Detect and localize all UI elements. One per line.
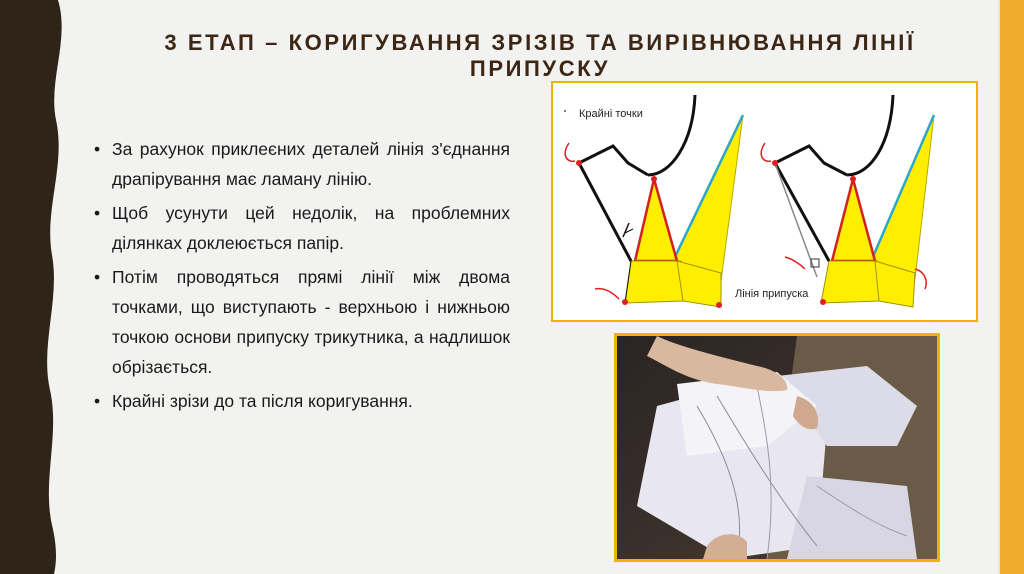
point-dot xyxy=(576,160,582,166)
base-piece-left xyxy=(821,261,879,303)
center-triangle-shape xyxy=(832,179,875,261)
arrow-curve xyxy=(565,143,575,161)
photo-illustration xyxy=(617,336,937,559)
bullet-item xyxy=(94,134,510,194)
left-decorative-band xyxy=(0,0,80,574)
point-dot xyxy=(716,302,722,308)
right-accent-strip xyxy=(1000,0,1024,574)
arrow-curve xyxy=(785,257,805,269)
neck-curve xyxy=(847,95,893,175)
arrow-curve xyxy=(915,269,926,289)
label-extreme-points: Крайні точки xyxy=(579,108,643,120)
point-dot xyxy=(820,299,826,305)
arrow-curve xyxy=(761,143,771,161)
diagram-after xyxy=(735,95,934,307)
side-seam-line xyxy=(579,163,631,261)
bullet-dot: • xyxy=(94,139,101,159)
bullet-dot: • xyxy=(94,267,101,287)
pattern-diagram xyxy=(551,81,978,322)
bullet-text: Потім проводяться прямі лінії між двома точками, що виступають - верхньою і нижньою точкою основи припуску трикутника, а надлишок обрізається. xyxy=(112,267,510,377)
neckline-outline xyxy=(775,146,847,175)
bullet-text: За рахунок приклеєних деталей лінія з'єднання драпірування має ламану лінію. xyxy=(112,139,510,189)
bullet-item xyxy=(94,198,510,258)
bullet-list xyxy=(94,134,510,420)
bullet-text: Щоб усунути цей недолік, на проблемних ділянках доклеюється папір. xyxy=(112,203,510,253)
bullet-dot: • xyxy=(94,391,101,411)
point-dot xyxy=(651,176,657,182)
point-dot xyxy=(850,176,856,182)
diagram-before xyxy=(564,95,743,308)
center-triangle-shape xyxy=(635,179,677,261)
bullet-item xyxy=(94,386,510,416)
label-allowance-line: Лінія припуска xyxy=(735,288,809,300)
right-wedge-shape xyxy=(674,115,743,281)
arrow-curve xyxy=(595,289,619,299)
pattern-diagram-svg xyxy=(553,83,976,320)
mark-1 xyxy=(623,223,629,237)
base-piece-left xyxy=(625,261,683,303)
neck-curve xyxy=(648,95,695,175)
side-seam-line xyxy=(775,163,829,261)
neckline-outline xyxy=(579,146,648,175)
bullet-item xyxy=(94,262,510,382)
label-marker xyxy=(564,110,566,112)
point-dot xyxy=(622,299,628,305)
paper-pattern-bottom xyxy=(787,476,917,559)
bullet-dot: • xyxy=(94,203,101,223)
point-dot xyxy=(772,160,778,166)
bullet-text: Крайні зрізи до та після коригування. xyxy=(112,391,413,411)
slide-title: 3 ЕТАП – КОРИГУВАННЯ ЗРІЗІВ ТА ВИРІВНЮВАННЯ ЛІНІЇ ПРИПУСКУ xyxy=(164,30,916,81)
photo-pattern-correction xyxy=(614,333,940,562)
